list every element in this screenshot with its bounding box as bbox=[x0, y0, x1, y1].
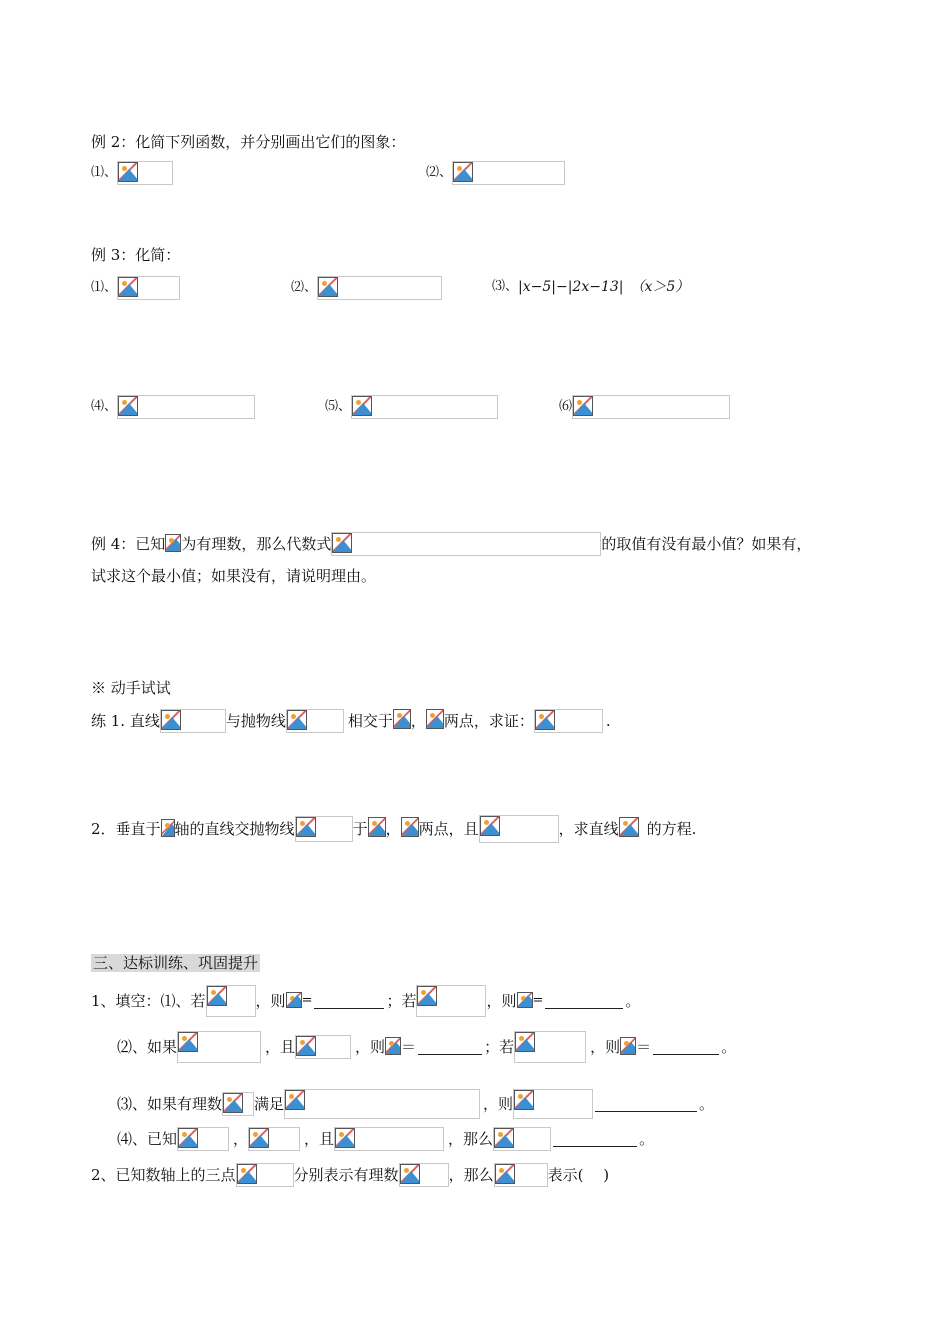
part-label: ⑶、 bbox=[492, 279, 519, 294]
broken-image-icon bbox=[494, 1128, 514, 1148]
text: 2．垂直于 bbox=[91, 820, 161, 838]
broken-image-icon bbox=[453, 162, 473, 182]
text: ，则 bbox=[590, 1038, 621, 1056]
formula-image-placeholder bbox=[161, 819, 175, 839]
text: 两点，且 bbox=[418, 820, 479, 838]
formula-image-placeholder bbox=[401, 817, 419, 841]
example-3-part-4 bbox=[91, 395, 255, 417]
formula-image-placeholder bbox=[295, 1035, 351, 1059]
broken-image-icon bbox=[161, 819, 175, 837]
formula-image-placeholder bbox=[572, 395, 730, 419]
formula-image-placeholder bbox=[334, 1127, 444, 1151]
answer-blank[interactable] bbox=[653, 1040, 719, 1055]
broken-image-icon bbox=[401, 817, 419, 837]
broken-image-icon bbox=[368, 817, 386, 837]
text: ，那么 bbox=[448, 1130, 494, 1148]
formula-image-placeholder bbox=[222, 1092, 254, 1116]
part-label: ⑵、 bbox=[291, 280, 318, 295]
formula-image-placeholder bbox=[399, 1163, 449, 1187]
broken-image-icon bbox=[514, 1090, 534, 1110]
formula-image-placeholder bbox=[206, 985, 256, 1017]
section-3-heading bbox=[91, 952, 260, 974]
answer-blank[interactable] bbox=[553, 1132, 637, 1147]
formula-image-placeholder bbox=[117, 161, 173, 185]
text: 。 bbox=[721, 1038, 737, 1056]
text: 于 bbox=[352, 820, 368, 838]
formula-image-placeholder bbox=[620, 1037, 636, 1057]
broken-image-icon bbox=[207, 986, 227, 1006]
text: ，则 bbox=[355, 1038, 386, 1056]
text: 轴的直线交抛物线 bbox=[174, 820, 295, 838]
broken-image-icon bbox=[118, 396, 138, 416]
broken-image-icon bbox=[480, 816, 500, 836]
example-3-part-6 bbox=[559, 395, 730, 417]
text: ；若 bbox=[484, 1038, 515, 1056]
part-label: ⑹ bbox=[559, 399, 573, 414]
formula-image-placeholder bbox=[619, 817, 647, 841]
text: ，则 bbox=[486, 992, 517, 1010]
formula-image-placeholder bbox=[165, 534, 181, 554]
broken-image-icon bbox=[517, 992, 533, 1008]
example-3-part-3 bbox=[492, 276, 689, 298]
broken-image-icon bbox=[515, 1032, 535, 1052]
text: = bbox=[301, 993, 313, 1008]
formula-image-placeholder bbox=[426, 709, 444, 733]
example-2-part-2 bbox=[426, 161, 565, 183]
text: ，且 bbox=[304, 1130, 335, 1148]
formula-image-placeholder bbox=[295, 816, 353, 842]
text: 分别表示有理数 bbox=[293, 1166, 399, 1184]
broken-image-icon bbox=[286, 992, 302, 1008]
formula-image-placeholder bbox=[177, 1031, 261, 1063]
text: 为有理数，那么代数式 bbox=[181, 535, 332, 553]
text: ，则 bbox=[483, 1095, 514, 1113]
text: 表示( ) bbox=[547, 1166, 610, 1184]
formula-image-placeholder bbox=[117, 276, 180, 300]
part-label: ⑸、 bbox=[325, 399, 352, 414]
text: ＝ bbox=[636, 1038, 652, 1056]
formula-image-placeholder bbox=[494, 1163, 548, 1187]
broken-image-icon bbox=[620, 1037, 636, 1055]
text: 的取值有没有最小值？如果有， bbox=[601, 535, 812, 553]
text: ＝ bbox=[401, 1038, 417, 1056]
broken-image-icon bbox=[287, 710, 307, 730]
part-label: ⑵、 bbox=[426, 165, 453, 180]
text: ， bbox=[410, 712, 426, 730]
practice-1 bbox=[91, 709, 611, 731]
text: 1、填空：⑴、若 bbox=[91, 992, 206, 1010]
example-3-part-1 bbox=[91, 276, 180, 298]
broken-image-icon bbox=[296, 1036, 316, 1056]
exercise-1-part-2 bbox=[117, 1031, 737, 1056]
answer-blank[interactable] bbox=[595, 1097, 697, 1112]
text: 。 bbox=[699, 1095, 715, 1113]
text: 练 1. 直线 bbox=[91, 712, 160, 730]
text: ，则 bbox=[255, 992, 286, 1010]
text: 。 bbox=[639, 1130, 655, 1148]
formula-image-placeholder bbox=[331, 532, 601, 556]
absolute-value-expression: |x−5|−|2x−13| （x＞5） bbox=[518, 279, 690, 295]
part-label: ⑴、 bbox=[91, 165, 118, 180]
broken-image-icon bbox=[296, 817, 316, 837]
example-3-part-2 bbox=[291, 276, 442, 298]
example-2-part-1 bbox=[91, 161, 173, 183]
formula-image-placeholder bbox=[479, 815, 559, 843]
formula-image-placeholder bbox=[493, 1127, 551, 1151]
broken-image-icon bbox=[393, 709, 411, 729]
text: ；若 bbox=[386, 992, 417, 1010]
formula-image-placeholder bbox=[452, 161, 565, 185]
broken-image-icon bbox=[161, 710, 181, 730]
broken-image-icon bbox=[118, 162, 138, 182]
formula-image-placeholder bbox=[284, 1089, 480, 1119]
text: ， bbox=[385, 820, 401, 838]
text: ， bbox=[233, 1130, 249, 1148]
broken-image-icon bbox=[385, 1037, 401, 1055]
text: 例 4：已知 bbox=[91, 535, 166, 553]
example-3-title: 例 3：化简： bbox=[91, 246, 181, 264]
text: ，求直线 bbox=[558, 820, 619, 838]
part-label: ⑷、 bbox=[91, 399, 118, 414]
text: 相交于 bbox=[347, 712, 393, 730]
formula-image-placeholder bbox=[385, 1037, 401, 1057]
formula-image-placeholder bbox=[177, 1127, 229, 1151]
answer-blank[interactable] bbox=[418, 1040, 482, 1055]
formula-image-placeholder bbox=[351, 395, 498, 419]
formula-image-placeholder bbox=[368, 817, 386, 841]
exercise-1-part-3 bbox=[117, 1089, 714, 1111]
text: 两点，求证： bbox=[443, 712, 534, 730]
formula-image-placeholder bbox=[393, 709, 411, 733]
text: 的方程. bbox=[646, 820, 697, 838]
formula-image-placeholder bbox=[517, 992, 533, 1010]
broken-image-icon bbox=[400, 1164, 420, 1184]
formula-image-placeholder bbox=[117, 395, 255, 419]
broken-image-icon bbox=[223, 1093, 243, 1113]
formula-image-placeholder bbox=[286, 709, 344, 733]
formula-image-placeholder bbox=[514, 1031, 586, 1063]
text: 2、已知数轴上的三点 bbox=[91, 1166, 236, 1184]
exercise-1-part-4 bbox=[117, 1127, 654, 1149]
part-label: ⑴、 bbox=[91, 280, 118, 295]
broken-image-icon bbox=[495, 1164, 515, 1184]
formula-image-placeholder bbox=[286, 992, 302, 1010]
broken-image-icon bbox=[118, 277, 138, 297]
text: ⑵、如果 bbox=[117, 1038, 178, 1056]
broken-image-icon bbox=[285, 1090, 305, 1110]
answer-blank[interactable] bbox=[314, 994, 384, 1009]
text: ，那么 bbox=[448, 1166, 494, 1184]
text: ⑷、已知 bbox=[117, 1130, 178, 1148]
text: ⑶、如果有理数 bbox=[117, 1095, 223, 1113]
broken-image-icon bbox=[573, 396, 593, 416]
formula-image-placeholder bbox=[248, 1127, 300, 1151]
broken-image-icon bbox=[165, 534, 181, 552]
formula-image-placeholder bbox=[416, 985, 486, 1017]
broken-image-icon bbox=[417, 986, 437, 1006]
broken-image-icon bbox=[249, 1128, 269, 1148]
example-4-line-1 bbox=[91, 532, 811, 554]
exercise-2 bbox=[91, 1163, 609, 1185]
practice-2 bbox=[91, 815, 696, 837]
text: . bbox=[605, 712, 611, 730]
broken-image-icon bbox=[237, 1164, 257, 1184]
text: ，且 bbox=[265, 1038, 296, 1056]
formula-image-placeholder bbox=[236, 1163, 294, 1187]
broken-image-icon bbox=[178, 1128, 198, 1148]
text: 与抛物线 bbox=[225, 712, 286, 730]
broken-image-icon bbox=[535, 710, 555, 730]
broken-image-icon bbox=[335, 1128, 355, 1148]
text: 。 bbox=[625, 992, 641, 1010]
text: = bbox=[532, 993, 544, 1008]
broken-image-icon bbox=[178, 1032, 198, 1052]
formula-image-placeholder bbox=[317, 276, 442, 300]
formula-image-placeholder bbox=[160, 709, 226, 733]
example-3-part-5 bbox=[325, 395, 498, 417]
section-heading-text: 三、达标训练、巩固提升 bbox=[93, 954, 259, 972]
formula-image-placeholder bbox=[513, 1089, 593, 1119]
text: 满足 bbox=[254, 1095, 285, 1113]
broken-image-icon bbox=[332, 533, 352, 553]
example-2-title: 例 2：化简下列函数，并分别画出它们的图象： bbox=[91, 133, 406, 151]
answer-blank[interactable] bbox=[545, 994, 623, 1009]
example-4-line-2: 试求这个最小值；如果没有，请说明理由。 bbox=[91, 567, 377, 585]
broken-image-icon bbox=[352, 396, 372, 416]
broken-image-icon bbox=[619, 817, 639, 837]
formula-image-placeholder bbox=[534, 709, 603, 733]
broken-image-icon bbox=[318, 277, 338, 297]
try-it-heading: ※ 动手试试 bbox=[91, 679, 171, 697]
exercise-1-part-1 bbox=[91, 985, 641, 1010]
broken-image-icon bbox=[426, 709, 444, 729]
